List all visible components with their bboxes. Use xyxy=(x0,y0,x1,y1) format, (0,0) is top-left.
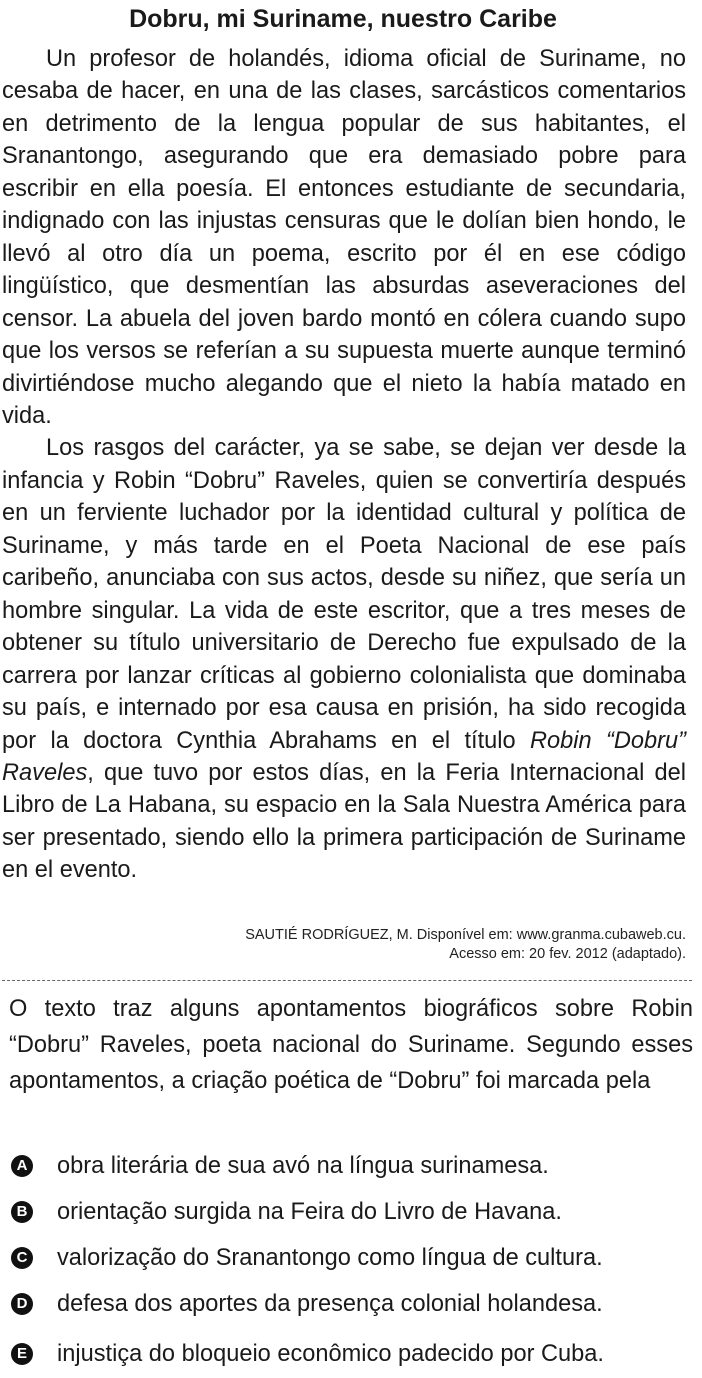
article-paragraph-2 xyxy=(2,432,686,886)
option-text: obra literária de sua avó na língua surinamesa. xyxy=(57,1153,549,1179)
dashed-divider xyxy=(2,980,692,981)
option-letter-badge: A xyxy=(11,1155,33,1177)
option-letter-badge: D xyxy=(11,1293,33,1315)
article-title: Dobru, mi Suriname, nuestro Caribe xyxy=(129,5,557,33)
option-letter-badge: E xyxy=(11,1343,33,1365)
option-text: injustiça do bloqueio econômico padecido por Cuba. xyxy=(57,1341,604,1367)
paragraph-2-text-start: Los rasgos del carácter, ya se sabe, se dejan ver desde la infancia y Robin “Dobru” Raveles, quien se convertiría después en un ferviente luchador por la identidad cultural y política de Suriname, y más tarde en el Poeta Nacional de ese país caribeño, anunciaba con sus actos, desde su niñez, que sería un hombre singular. La vida de este escritor, que a tres meses de obtener su título universitario de Derecho fue expulsado de la carrera por lanzar críticas al gobierno colonialista que dominaba su país, e internado por esa causa en prisión, ha sido recogida por la doctora Cynthia Abrahams en el título xyxy=(2,435,686,754)
option-text: valorização do Sranantongo como língua de cultura. xyxy=(57,1245,603,1271)
source-line-1: SAUTIÉ RODRÍGUEZ, M. Disponível em: www.granma.cubaweb.cu. xyxy=(245,927,686,943)
book-title: Robin “Dobru” Raveles xyxy=(2,727,686,786)
option-c[interactable] xyxy=(0,1238,702,1278)
option-d[interactable] xyxy=(0,1284,702,1324)
option-letter-badge: C xyxy=(11,1247,33,1269)
question-stem: O texto traz alguns apontamentos biográficos sobre Robin “Dobru” Raveles, poeta nacional do Suriname. Segundo esses apontamentos, a criação poética de “Dobru” foi marcada pela xyxy=(9,996,693,1094)
paragraph-2-text-end: , que tuvo por estos días, en la Feria Internacional del Libro de La Habana, su espacio en la Sala Nuestra América para ser presentado, siendo ello la primera participación de Suriname en el evento. xyxy=(2,759,686,884)
option-text: defesa dos aportes da presença colonial holandesa. xyxy=(57,1291,603,1317)
option-b[interactable] xyxy=(0,1192,702,1232)
option-e[interactable] xyxy=(0,1334,702,1374)
article-body xyxy=(2,43,686,887)
article-paragraph-1: Un profesor de holandés, idioma oficial de Suriname, no cesaba de hacer, en una de las clases, sarcásticos comentarios en detrimento de la lengua popular de sus habitantes, el Sranantongo, asegurando que era demasiado pobre para escribir en ella poesía. El entonces estudiante de secundaria, indignado con las injustas censuras que le dolían bien hondo, le llevó al otro día un poema, escrito por él en ese código lingüístico, que desmentían las absurdas aseveraciones del censor. La abuela del joven bardo montó en cólera cuando supo que los versos se referían a su supuesta muerte aunque terminó divirtiéndose mucho alegando que el nieto la había matado en vida. xyxy=(2,46,686,429)
source-line-2: Acesso em: 20 fev. 2012 (adaptado). xyxy=(449,946,686,962)
source-citation xyxy=(86,926,686,964)
option-text: orientação surgida na Feira do Livro de Havana. xyxy=(57,1199,562,1225)
option-a[interactable] xyxy=(0,1146,702,1186)
option-letter-badge: B xyxy=(11,1201,33,1223)
